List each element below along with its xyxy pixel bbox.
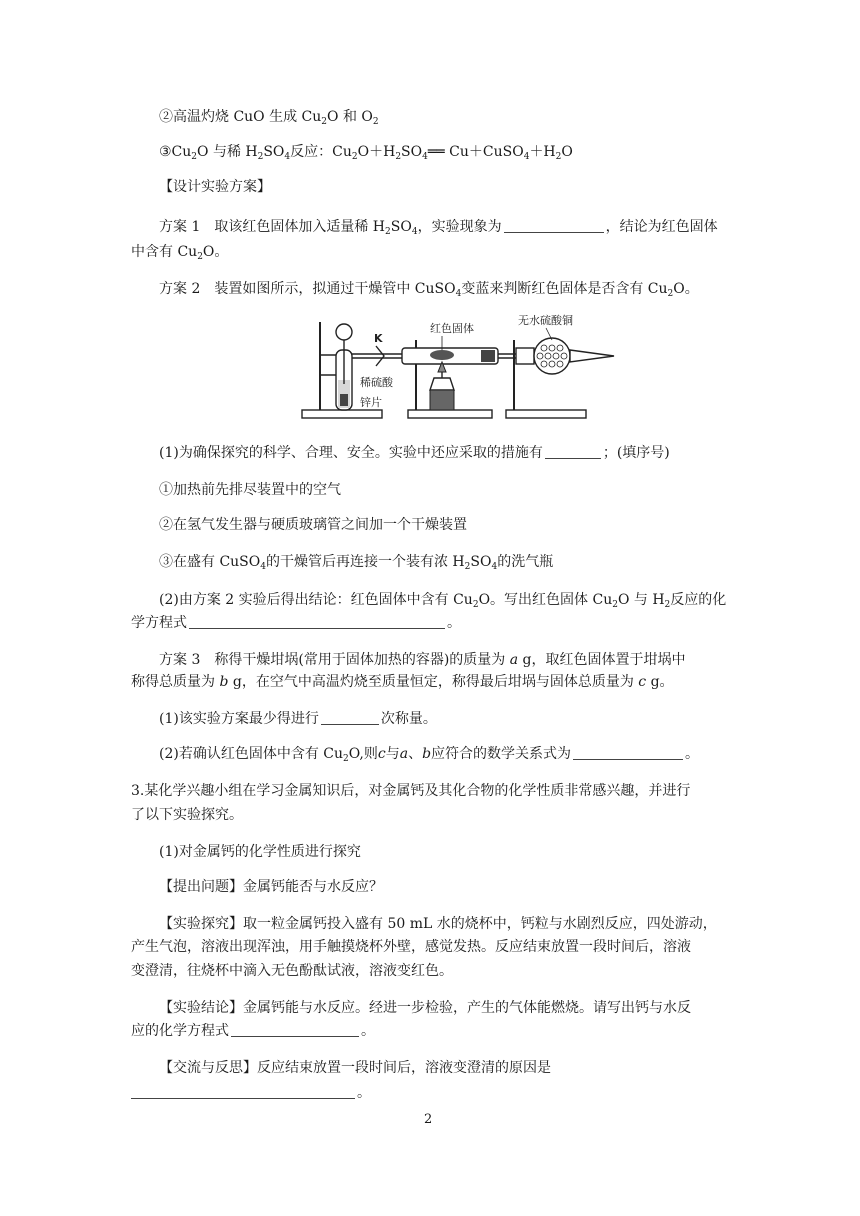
apparatus-figure	[296, 310, 620, 428]
raise-question: 【提出问题】金属钙能否与水反应？	[159, 879, 383, 895]
answer-blank[interactable]	[545, 444, 601, 459]
q2-line-1: (2)由方案 2 实验后得出结论：红色固体中含有 $Cu_2O$。写出红色固体 $Cu_2O$ 与 $H_2$反应的化	[159, 592, 727, 610]
label-zinc: 锌片	[360, 396, 382, 409]
answer-blank[interactable]	[573, 745, 683, 760]
answer-blank[interactable]	[189, 614, 445, 629]
plan-1-line-1: 方案 1 取该红色固体加入适量稀 $H_2SO_4$，实验现象为 ，结论为红色固体	[159, 219, 718, 237]
option-1: ①加热前先排尽装置中的空气	[159, 482, 341, 498]
premise-2: ②高温灼烧 CuO 生成 $Cu_2O$ 和 $O_2$	[159, 109, 379, 127]
heading-design: 【设计实验方案】	[159, 179, 271, 195]
section-3-line-2: 了以下实验探究。	[131, 807, 243, 823]
section-3-line-1: 3.某化学兴趣小组在学习金属知识后，对金属钙及其化合物的化学性质非常感兴趣，并进行	[131, 783, 691, 799]
plan-3-line-1: 方案 3 称得干燥坩埚(常用于固体加热的容器)的质量为 a g，取红色固体置于坩埚中	[159, 652, 686, 668]
conclusion-line-2: 应的化学方程式 。	[131, 1023, 375, 1039]
plan-3-q2: (2)若确认红色固体中含有 $Cu_2O$,则c与a、b应符合的数学关系式为 。	[159, 746, 700, 764]
q2-line-2: 学方程式 。	[131, 615, 461, 631]
experiment-line-1: 【实验探究】取一粒金属钙投入盛有 50 mL 水的烧杯中，钙粒与水剧烈反应，四处游动，	[159, 916, 717, 932]
experiment-line-3: 变澄清，往烧杯中滴入无色酚酞试液，溶液变红色。	[131, 963, 453, 979]
answer-blank[interactable]	[131, 1084, 355, 1099]
section-3-sub-1: (1)对金属钙的化学性质进行探究	[159, 844, 361, 860]
conclusion-line-1: 【实验结论】金属钙能与水反应。经进一步检验，产生的气体能燃烧。请写出钙与水反	[159, 1000, 691, 1016]
option-3: ③在盛有 CuSO$_4$的干燥管后再连接一个装有浓 $H_2SO_4$的洗气瓶	[159, 554, 554, 572]
page-number: 2	[424, 1112, 433, 1127]
q1-line: (1)为确保探究的科学、合理、安全。实验中还应采取的措施有 ；(填序号)	[159, 445, 670, 461]
plan-2-line: 方案 2 装置如图所示，拟通过干燥管中 CuSO$_4$变蓝来判断红色固体是否含有 $Cu_2O$。	[159, 281, 699, 299]
label-anhydrous-cuso4: 无水硫酸铜	[518, 314, 573, 327]
experiment-line-2: 产生气泡，溶液出现浑浊，用手触摸烧杯外壁，感觉发热。反应结束放置一段时间后，溶液	[131, 939, 691, 955]
answer-blank[interactable]	[504, 218, 604, 233]
label-red-solid: 红色固体	[430, 322, 474, 335]
reflection-line-2: 。	[131, 1084, 371, 1102]
option-2: ②在氢气发生器与硬质玻璃管之间加一个干燥装置	[159, 517, 467, 533]
label-dilute-acid: 稀硫酸	[360, 376, 393, 389]
answer-blank[interactable]	[231, 1022, 359, 1037]
plan-3-line-2: 称得总质量为 b g，在空气中高温灼烧至质量恒定，称得最后坩埚与固体总质量为 c g。	[131, 674, 674, 690]
premise-3: $③Cu_2O$ 与稀 $H_2SO_4$反应：$Cu_2O+H_2SO_4══$ $Cu+CuSO_4+H_2O$	[159, 144, 573, 162]
label-k: K	[374, 332, 383, 345]
reflection-line-1: 【交流与反思】反应结束放置一段时间后，溶液变澄清的原因是	[159, 1060, 551, 1076]
answer-blank[interactable]	[321, 710, 379, 725]
plan-1-line-2: 中含有 $Cu_2O$。	[131, 244, 229, 262]
plan-3-q1: (1)该实验方案最少得进行 次称量。	[159, 711, 437, 727]
